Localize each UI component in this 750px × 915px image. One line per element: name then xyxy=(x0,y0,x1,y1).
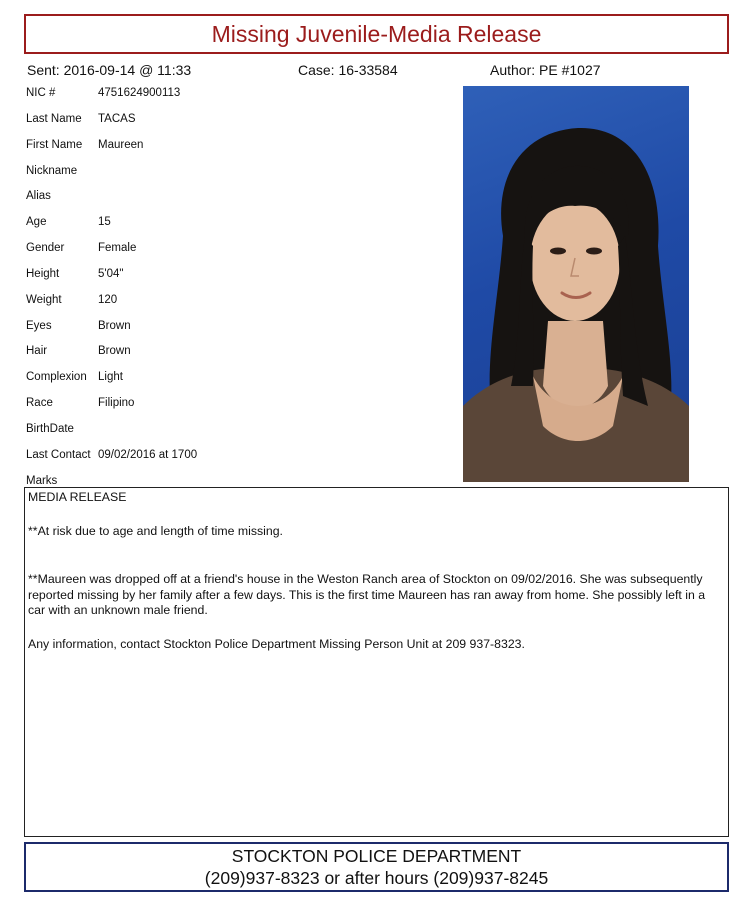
field-label: Height xyxy=(26,267,60,280)
case-number: Case: 16-33584 xyxy=(298,62,398,78)
media-release-heading: MEDIA RELEASE xyxy=(28,490,127,504)
field-value: 4751624900113 xyxy=(98,87,181,99)
field-value: Female xyxy=(98,242,137,255)
field-row-gender xyxy=(26,240,446,266)
field-row-first-name xyxy=(26,137,446,163)
field-value: 09/02/2016 at 1700 xyxy=(98,448,198,461)
field-label: Nickname xyxy=(26,164,78,177)
field-value: 5'04" xyxy=(98,267,124,280)
field-value: Brown xyxy=(98,345,131,358)
field-row-nic xyxy=(26,85,446,111)
field-row-last-contact xyxy=(26,447,446,473)
field-label: Weight xyxy=(26,293,62,306)
field-row-height xyxy=(26,266,446,292)
title-banner xyxy=(24,14,729,54)
portrait-illustration xyxy=(463,86,689,482)
field-row-nickname xyxy=(26,163,446,189)
field-label: Eyes xyxy=(26,319,52,332)
department-name: STOCKTON POLICE DEPARTMENT xyxy=(231,846,522,866)
field-row-weight xyxy=(26,292,446,318)
field-row-eyes xyxy=(26,318,446,344)
risk-note: **At risk due to age and length of time missing. xyxy=(28,524,283,538)
field-row-last-name xyxy=(26,111,446,137)
field-value: 15 xyxy=(98,216,111,229)
field-value: Brown xyxy=(98,319,131,332)
page-title: Missing Juvenile-Media Release xyxy=(211,20,542,47)
field-label: Hair xyxy=(26,345,48,358)
field-row-age xyxy=(26,214,446,240)
field-value: TACAS xyxy=(98,112,136,125)
field-row-alias xyxy=(26,188,446,214)
sent-date: Sent: 2016-09-14 @ 11:33 xyxy=(27,62,192,78)
field-row-birthdate xyxy=(26,421,446,447)
field-row-complexion xyxy=(26,369,446,395)
field-label: Gender xyxy=(26,242,65,255)
field-value: 120 xyxy=(98,293,118,306)
department-phone: (209)937-8323 or after hours (209)937-8245 xyxy=(204,868,549,888)
field-value: Maureen xyxy=(98,138,144,151)
field-label: Last Contact xyxy=(26,448,91,461)
field-label: Age xyxy=(26,216,47,229)
field-label: First Name xyxy=(26,138,83,151)
contact-information: Any information, contact Stockton Police Department Missing Person Unit at 209 937-8323. xyxy=(28,637,525,651)
field-label: Marks xyxy=(26,474,58,487)
field-value: Light xyxy=(98,371,123,384)
field-label: Last Name xyxy=(26,112,82,125)
missing-person-photo xyxy=(463,86,689,482)
field-label: NIC # xyxy=(26,87,56,99)
media-release-box xyxy=(24,487,729,837)
field-label: Alias xyxy=(26,190,51,203)
incident-description: **Maureen was dropped off at a friend's house in the Weston Ranch area of Stockton on 09/02/2016. She was subsequently reported missing by her family after a few days. This is the first time Maureen has ran away from home. She possibly left in a car with an unknown male friend. xyxy=(28,572,706,617)
field-label: Complexion xyxy=(26,371,87,384)
field-value: Filipino xyxy=(98,397,135,410)
field-row-race xyxy=(26,395,446,421)
field-row-hair xyxy=(26,343,446,369)
author: Author: PE #1027 xyxy=(490,62,601,78)
person-details xyxy=(26,85,446,499)
field-label: Race xyxy=(26,397,53,410)
field-label: BirthDate xyxy=(26,422,74,435)
footer-banner xyxy=(24,842,729,892)
